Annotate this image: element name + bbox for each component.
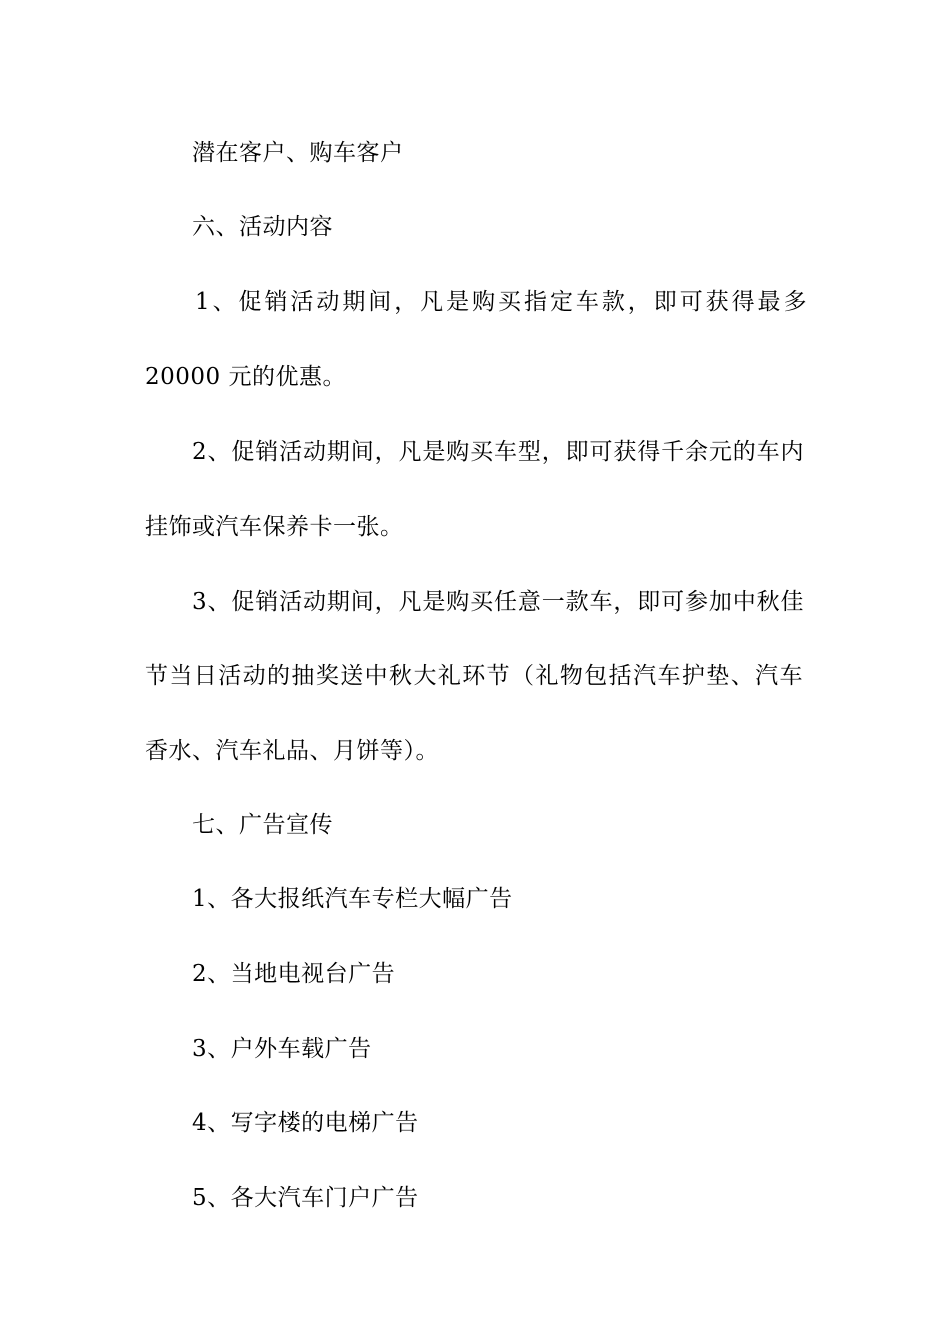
paragraph-item-2-line-1: 2、促销活动期间，凡是购买车型，即可获得千余元的车内	[192, 439, 804, 465]
paragraph-item-3-line-2: 节当日活动的抽奖送中秋大礼环节（礼物包括汽车护垫、汽车	[145, 663, 803, 689]
paragraph-item-2-line-2: 挂饰或汽车保养卡一张。	[145, 514, 404, 540]
paragraph-item-3-line-3: 香水、汽车礼品、月饼等）。	[145, 738, 439, 764]
list-item-ad-3: 3、户外车载广告	[192, 1036, 372, 1062]
list-item-ad-2: 2、当地电视台广告	[192, 961, 396, 987]
list-item-ad-5: 5、各大汽车门户广告	[192, 1185, 419, 1211]
paragraph-item-1-line-1: 1、促销活动期间，凡是购买指定车款，即可获得最多	[195, 289, 807, 315]
list-item-ad-1: 1、各大报纸汽车专栏大幅广告	[192, 886, 513, 912]
paragraph-target-customers: 潜在客户、购车客户	[192, 140, 404, 166]
section-heading-activity-content: 六、活动内容	[192, 214, 333, 240]
paragraph-item-1-line-2: 20000 元的优惠。	[145, 364, 346, 390]
paragraph-item-3-line-1: 3、促销活动期间，凡是购买任意一款车，即可参加中秋佳	[192, 589, 804, 615]
list-item-ad-4: 4、写字楼的电梯广告	[192, 1110, 419, 1136]
section-heading-advertising: 七、广告宣传	[192, 812, 333, 838]
